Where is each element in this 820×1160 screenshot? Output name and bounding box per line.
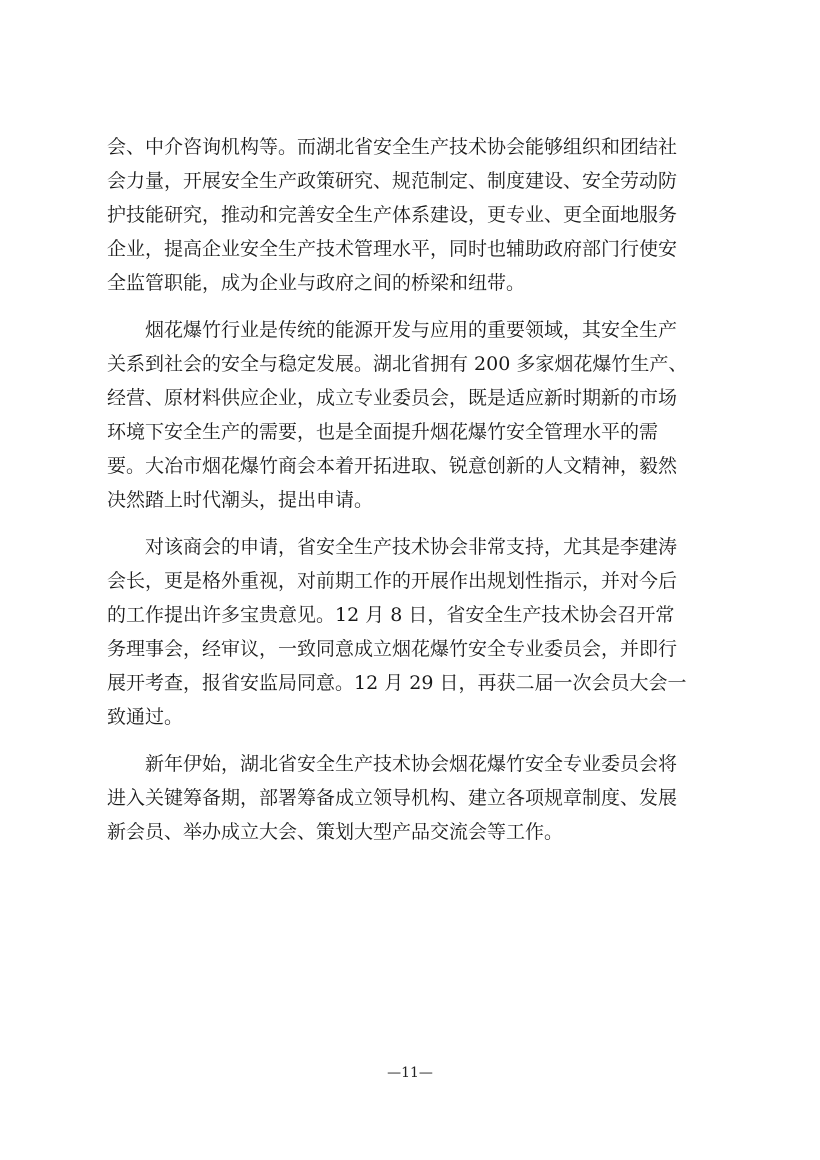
text-line: 进入关键筹备期，部署筹备成立领导机构、建立各项规章制度、发展 <box>107 787 678 809</box>
text-line: 烟花爆竹行业是传统的能源开发与应用的重要领域，其安全生产 <box>107 319 678 341</box>
paragraph-1 <box>107 130 718 300</box>
text-line: 要。大冶市烟花爆竹商会本着开拓进取、锐意创新的人文精神，毅然 <box>107 455 678 477</box>
paragraph-4 <box>107 747 718 849</box>
text-line: 企业，提高企业安全生产技术管理水平，同时也辅助政府部门行使安 <box>107 238 678 260</box>
text-line: 护技能研究，推动和完善安全生产体系建设，更专业、更全面地服务 <box>107 204 678 226</box>
text-line: 务理事会，经审议，一致同意成立烟花爆竹安全专业委员会，并即行 <box>107 638 678 660</box>
paragraph-2 <box>107 313 718 517</box>
paragraph-spacer <box>107 300 718 313</box>
text-line: 展开考查，报省安监局同意。12 月 29 日，再获二届一次会员大会一 <box>107 672 687 694</box>
text-line: 经营、原材料供应企业，成立专业委员会，既是适应新时期新的市场 <box>107 387 678 409</box>
text-line: 新会员、举办成立大会、策划大型产品交流会等工作。 <box>107 821 564 843</box>
text-line: 会长，更是格外重视，对前期工作的开展作出规划性指示，并对今后 <box>107 570 678 592</box>
paragraph-spacer <box>107 734 718 747</box>
page-number: —11— <box>387 1065 433 1081</box>
body-text <box>107 130 718 849</box>
text-line: 的工作提出许多宝贵意见。12 月 8 日，省安全生产技术协会召开常 <box>107 604 675 626</box>
text-line: 全监管职能，成为企业与政府之间的桥梁和纽带。 <box>107 272 526 294</box>
text-line: 环境下安全生产的需要，也是全面提升烟花爆竹安全管理水平的需 <box>107 421 659 443</box>
text-line: 会力量，开展安全生产政策研究、规范制定、制度建设、安全劳动防 <box>107 170 678 192</box>
text-line: 新年伊始，湖北省安全生产技术协会烟花爆竹安全专业委员会将 <box>107 753 678 775</box>
text-line: 对该商会的申请，省安全生产技术协会非常支持，尤其是李建涛 <box>107 536 678 558</box>
text-line: 关系到社会的安全与稳定发展。湖北省拥有 200 多家烟花爆竹生产、 <box>107 353 688 375</box>
text-line: 致通过。 <box>107 706 184 728</box>
text-line: 会、中介咨询机构等。而湖北省安全生产技术协会能够组织和团结社 <box>107 136 678 158</box>
paragraph-3 <box>107 530 718 734</box>
text-line: 决然踏上时代潮头，提出申请。 <box>107 489 374 511</box>
paragraph-spacer <box>107 517 718 530</box>
